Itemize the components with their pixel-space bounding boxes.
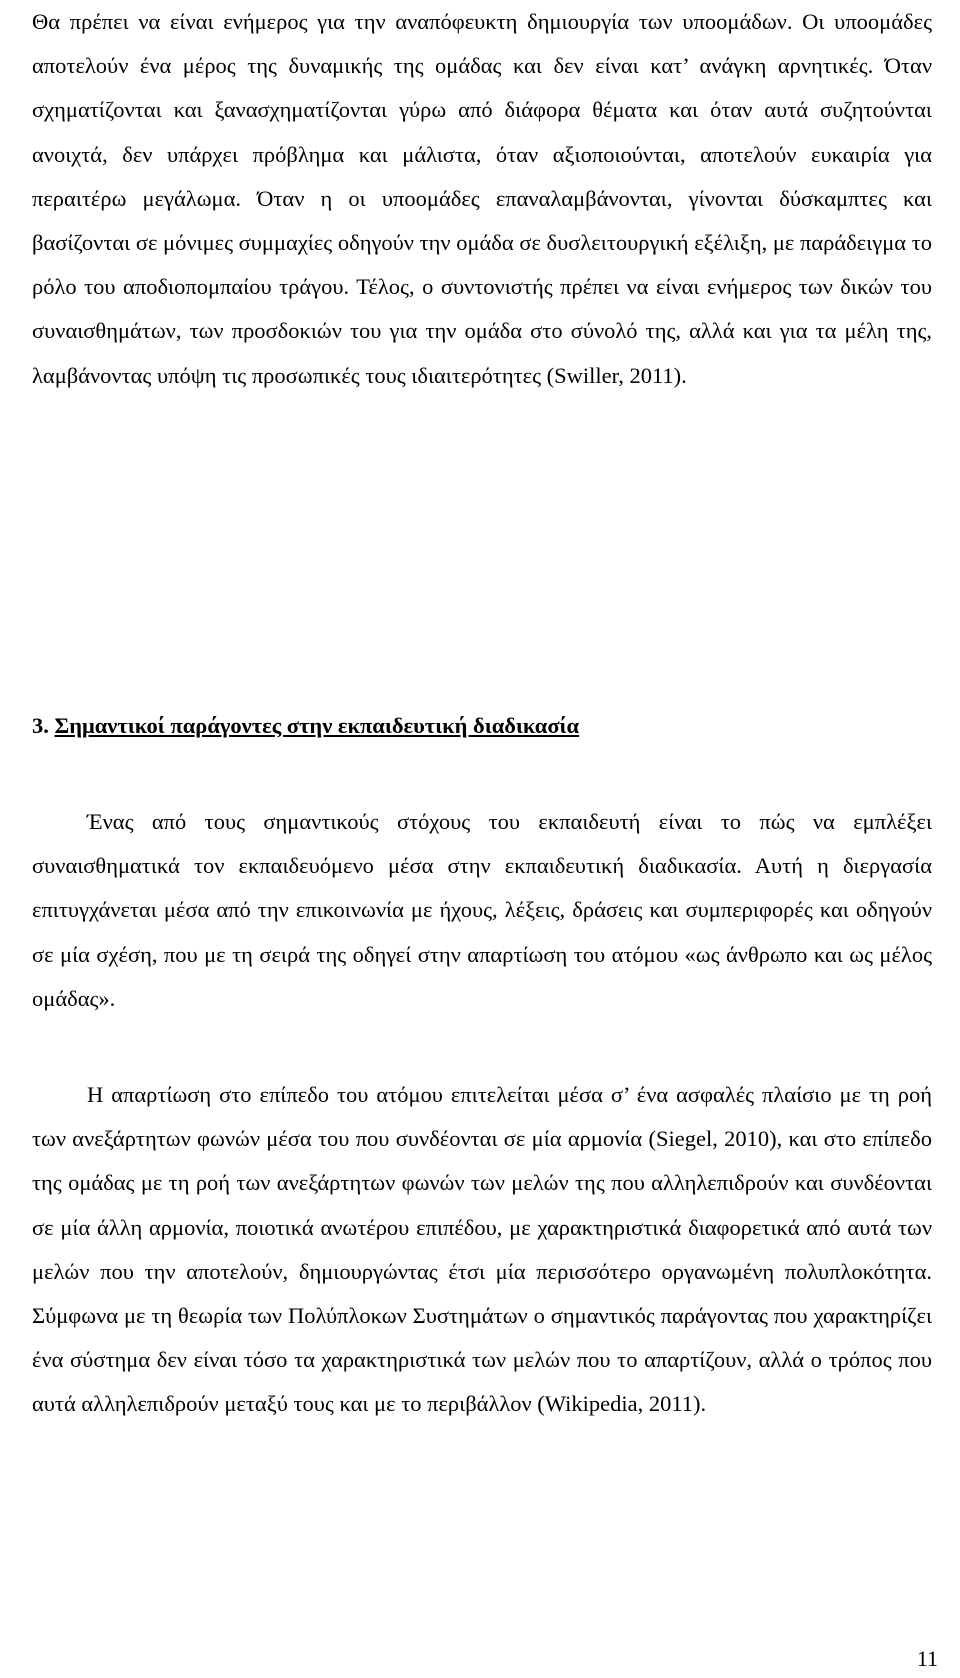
section-title: Σημαντικοί παράγοντες στην εκπαιδευτική διαδικασία	[54, 713, 580, 738]
paragraph-2: Ένας από τους σημαντικούς στόχους του εκπαιδευτή είναι το πώς να εμπλέξει συναισθηματικά τον εκπαιδευόμενο μέσα στην εκπαιδευτική διαδικασία. Αυτή η διεργασία επιτυγχάνεται μέσα από την επικοινωνία με ήχους, λέξεις, δράσεις και συμπεριφορές και οδηγούν σε μία σχέση, που με τη σειρά της οδηγεί στην απαρτίωση του ατόμου «ως άνθρωπο και ως μέλος ομάδας».	[32, 809, 932, 1011]
section-heading	[32, 704, 579, 748]
section-number: 3.	[32, 713, 49, 738]
page-number: 11	[916, 1646, 938, 1671]
paragraph-3: Η απαρτίωση στο επίπεδο του ατόμου επιτελείται μέσα σ’ ένα ασφαλές πλαίσιο με τη ροή των ανεξάρτητων φωνών μέσα του που συνδέονται σε μία αρμονία (Siegel, 2010), και στο επίπεδο της ομάδας με τη ροή των ανεξάρτητων φωνών των μελών της που αλληλεπιδρούν και συνδέονται σε μία άλλη αρμονία, ποιοτικά ανωτέρου επιπέδου, με χαρακτηριστικά διαφορετικά από αυτά των μελών που την αποτελούν, δημιουργώντας έτσι μία περισσότερο οργανωμένη πολυπλοκότητα. Σύμφωνα με τη θεωρία των Πολύπλοκων Συστημάτων ο σημαντικός παράγοντας που χαρακτηρίζει ένα σύστημα δεν είναι τόσο τα χαρακτηριστικά των μελών που το απαρτίζουν, αλλά ο τρόπος που αυτά αλληλεπιδρούν μεταξύ τους και με το περιβάλλον (Wikipedia, 2011).	[32, 1082, 932, 1417]
paragraph-1: Θα πρέπει να είναι ενήμερος για την αναπόφευκτη δημιουργία των υποομάδων. Οι υποομάδες αποτελούν ένα μέρος της δυναμικής της ομάδας και δεν είναι κατ’ ανάγκη αρνητικές. Όταν σχηματίζονται και ξανασχηματίζονται γύρω από διάφορα θέματα και όταν αυτά συζητούνται ανοιχτά, δεν υπάρχει πρόβλημα και μάλιστα, όταν αξιοποιούνται, αποτελούν ευκαιρία για περαιτέρω μεγάλωμα. Όταν η οι υποομάδες επαναλαμβάνονται, γίνονται δύσκαμπτες και βασίζονται σε μόνιμες συμμαχίες οδηγούν την ομάδα σε δυσλειτουργική εξέλιξη, με παράδειγμα το ρόλο του αποδιοπομπαίου τράγου. Τέλος, ο συντονιστής πρέπει να είναι ενήμερος των δικών του συναισθημάτων, των προσδοκιών του για την ομάδα στο σύνολό της, αλλά και για τα μέλη της, λαμβάνοντας υπόψη τις προσωπικές τους ιδιαιτερότητες (Swiller, 2011).	[32, 9, 932, 388]
